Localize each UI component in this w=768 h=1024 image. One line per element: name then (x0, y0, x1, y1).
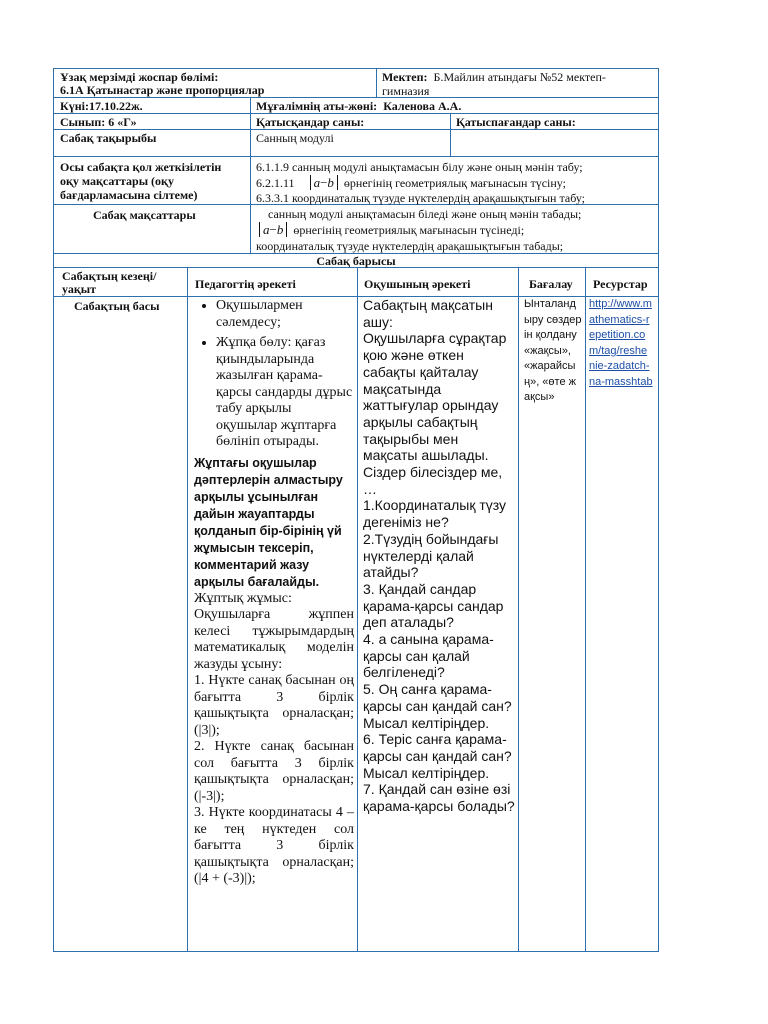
goals-label: Сабақ мақсаттары (93, 208, 196, 222)
expr-a: a (263, 222, 270, 237)
pair-work-intro: Оқушыларға жұппен келесі тұжырымдардың математикалық моделін жазуды ұсыну: (194, 607, 354, 672)
goal-2 (256, 222, 524, 237)
col-divider (376, 68, 377, 97)
student-question: 2.Түзудің бойындағы нүктелерді қалай атайды? (363, 530, 499, 581)
school-value-2: гимназия (382, 84, 430, 98)
student-question: 7. Қандай сан өзіне өзі қарама-қарсы болады? (363, 781, 515, 815)
row-divider (53, 97, 659, 98)
section-label: Ұзақ мерзімді жоспар бөлімі: (60, 70, 219, 84)
col-divider (357, 267, 358, 952)
col-header-student: Оқушының әрекеті (364, 277, 471, 291)
col-divider (518, 267, 519, 952)
teacher-bullet-list (194, 298, 354, 451)
row-divider (53, 156, 659, 157)
peer-assessment-note: Жұптағы оқушылар дәптерлерін алмастыру арқылы ұсынылған дайын жауаптарды қолданып бір-бірінің үй жұмысын тексеріп, комментарий жазу арқылы бағалайды. (194, 455, 343, 589)
teacher-value: Каленова А.А. (383, 99, 462, 113)
teacher-line (256, 99, 461, 113)
pair-work-item: 1. Нүкте санақ басынан оң бағытта 3 бірлік қашықтықта орналасқан; (|3|); (194, 673, 354, 738)
expr-op: − (320, 175, 328, 190)
col-divider (250, 97, 251, 156)
resources-cell (589, 297, 653, 390)
progress-title: Сабақ барысы (316, 254, 396, 268)
student-line: Оқушыларға сұрақтар қою және өткен сабақты қайталау мақсатында жаттығулар орындау арқылы сабақтың тақырыбы мен мақсаты ашылады. (363, 330, 507, 464)
objective-3: 6.3.3.1 координаталық түзуде нүктелердің арақашықтығын табу; (256, 191, 586, 205)
school-label: Мектеп: (382, 70, 428, 84)
student-line: Сіздер білесіздер ме, … (363, 464, 503, 497)
expr-b: b (327, 175, 334, 190)
student-question: 3. Қандай сандар қарама-қарсы сандар деп аталады? (363, 580, 504, 631)
goal-1: санның модулі анықтамасын біледі және оның мәнін табады; (268, 207, 582, 221)
school-line (382, 70, 606, 84)
objective-2-code: 6.2.1.11 (256, 176, 295, 190)
teacher-label: Мұғалімнің аты-жөні: (256, 99, 378, 113)
goal-3: координаталық түзуде нүктелердің арақашықтығын табады; (256, 239, 564, 253)
absent-count: Қатыспағандар саны: (456, 115, 576, 129)
objective-1: 6.1.1.9 санның модулі анықтамасын білу және оның мәнін табу; (256, 160, 583, 174)
objectives-label-3: бағдарламасына сілтеме) (60, 188, 198, 202)
col-divider (450, 113, 451, 156)
objective-2 (256, 175, 566, 190)
teacher-activity (194, 298, 354, 888)
objectives-label-1: Осы сабақта қол жеткізілетін (60, 160, 222, 174)
pair-work-title: Жұптық жұмыс: (194, 590, 292, 606)
student-line: Сабақтың мақсатын ашу: (363, 297, 493, 330)
col-header-stage: Сабақтың кезеңі/ уақыт (62, 269, 157, 296)
pair-work-item: 2. Нүкте санақ басынан сол бағытта 3 бірлік қашықтықта орналасқан; (|-3|); (194, 739, 354, 804)
col-divider (250, 156, 251, 253)
objective-2-text: өрнегінің геометриялық мағынасын түсіну; (343, 176, 566, 190)
date: Күні:17.10.22ж. (60, 99, 143, 113)
goal-2-text: өрнегінің геометриялық мағынасын түсінеді; (293, 223, 525, 237)
student-question: 4. а санына қарама-қарсы сан қалай белгіленеді? (363, 631, 494, 681)
teacher-bullet: • Жұпқа бөлу: қағаз қиындыларында жазылған қарама-қарсы сандарды дұрыс табу арқылы оқушылар жұптарға бөлініп отырады. (216, 335, 354, 451)
assessment-text: Ынталандыру сөздерін қолдану «жақсы», «жарайсың», «өте жақсы» (524, 298, 582, 403)
abs-expression (256, 222, 290, 237)
expr-b: b (276, 222, 284, 237)
teacher-bullet: • Оқушылармен сәлемдесу; (216, 298, 354, 331)
resource-link[interactable]: http://www.mathematics-repetition.com/tag/reshenie-zadatch-na-masshtab (589, 298, 653, 388)
expr-op: − (269, 222, 277, 237)
student-activity (363, 297, 515, 815)
col-header-assessment: Бағалау (529, 277, 573, 291)
student-question: 1.Координаталық түзу дегеніміз не? (363, 497, 507, 531)
col-divider (585, 267, 586, 952)
class: Сынып: 6 «Г» (60, 115, 137, 129)
topic-value: Санның модулі (256, 131, 334, 145)
expr-a: a (313, 175, 321, 190)
present-count: Қатысқандар саны: (256, 115, 365, 129)
col-header-teacher: Педагогтің әрекеті (195, 277, 296, 291)
col-header-resources: Ресурстар (593, 277, 648, 291)
stage-label: Сабақтың басы (74, 299, 160, 313)
student-question: 5. Оң санға қарама-қарсы сан қандай сан? Мысал келтіріңдер. (363, 681, 512, 731)
objectives-label-2: оқу мақсаттары (оқу (60, 174, 174, 188)
school-value: Б.Майлин атындағы №52 мектеп- (433, 70, 606, 84)
row-divider (53, 129, 659, 130)
col-divider (187, 267, 188, 952)
topic-label: Сабақ тақырыбы (60, 131, 157, 145)
row-divider (53, 113, 659, 114)
student-question: 6. Теріс санға қарама-қарсы сан қандай сан? Мысал келтіріңдер. (363, 731, 512, 781)
section-value: 6.1А Қатынастар және пропорциялар (60, 83, 265, 97)
abs-expression (307, 175, 341, 190)
pair-work-item: 3. Нүкте координатасы 4 –ке тең нүктеден сол бағытта 3 бірлік қашықтықта орналасқан; (|4 + (-3)|); (194, 805, 354, 886)
